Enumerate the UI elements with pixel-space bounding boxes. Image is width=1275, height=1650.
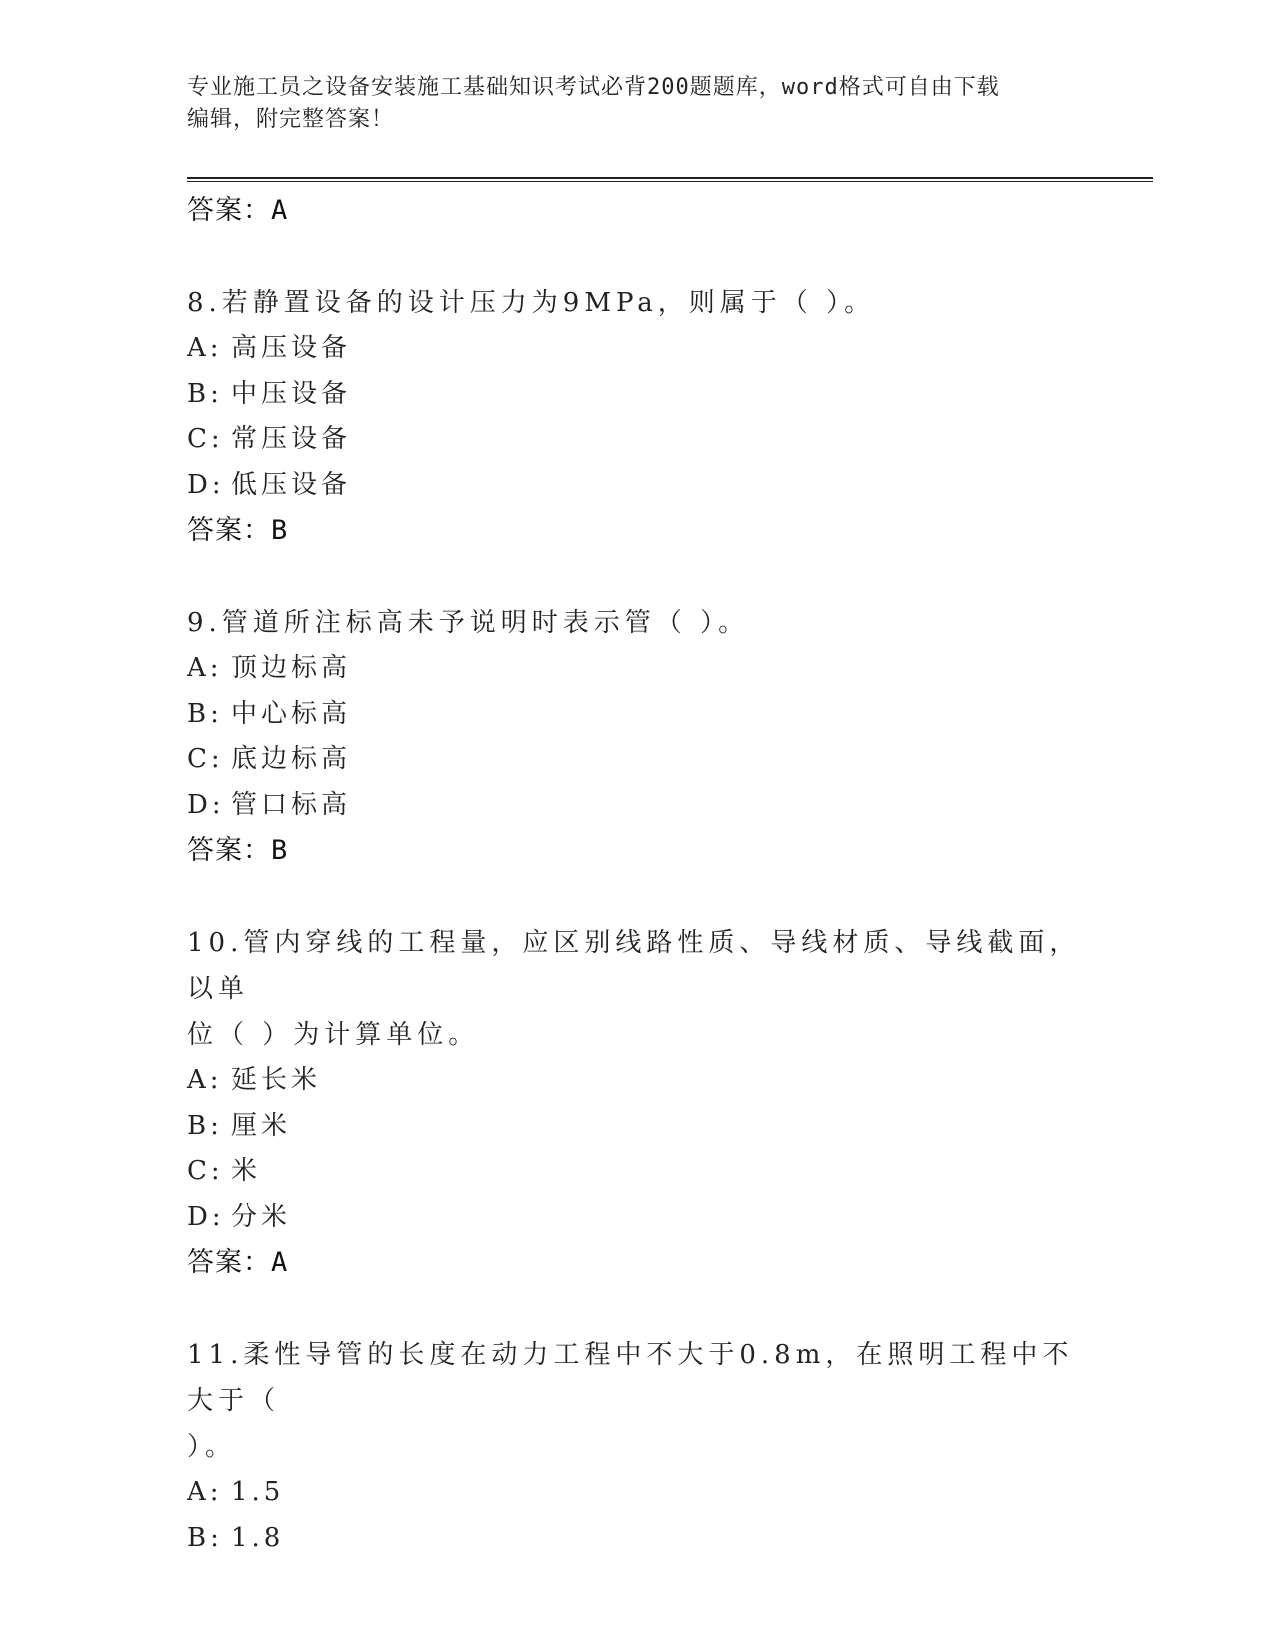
option-b [187, 1104, 1087, 1150]
option-a [187, 1470, 1087, 1516]
option-key: B: [187, 698, 223, 729]
option-d [187, 1195, 1087, 1241]
question-item [187, 280, 1087, 554]
question-text-line-1: 11.柔性导管的长度在动力工程中不大于0.8m，在照明工程中不大于（ [187, 1340, 1074, 1416]
option-d [187, 463, 1087, 509]
header-rule-thick [187, 177, 1153, 179]
option-key: A: [187, 653, 223, 683]
answer-line: 答案：B [187, 515, 289, 546]
option-key: B: [187, 1110, 223, 1141]
question-text-line-2: ）。 [187, 1432, 237, 1462]
question-item [187, 600, 1087, 874]
question-item [187, 920, 1087, 1286]
question-text-line-2: 位（ ）为计算单位。 [187, 1020, 480, 1050]
question-list [187, 188, 1087, 1561]
option-a [187, 326, 1087, 372]
answer-line: 答案：A [187, 195, 289, 226]
answer-line: 答案：A [187, 1247, 289, 1278]
question-text: 9.管道所注标高未予说明时表示管（ ）。 [187, 608, 750, 638]
option-key: A: [187, 333, 223, 363]
option-text: 1.5 [231, 1477, 285, 1507]
option-text: 1.8 [231, 1522, 285, 1553]
option-text: 米 [231, 1156, 262, 1186]
option-text: 中压设备 [231, 378, 352, 409]
option-key: D: [187, 469, 225, 500]
header-line-2: 编辑，附完整答案！ [187, 107, 395, 132]
option-c [187, 737, 1087, 783]
option-text: 高压设备 [231, 333, 352, 363]
option-d [187, 783, 1087, 829]
option-key: B: [187, 1522, 223, 1553]
document-header [187, 72, 1087, 136]
header-rule-thin [187, 181, 1153, 182]
option-key: C: [187, 744, 224, 774]
option-text: 延长米 [231, 1065, 322, 1095]
option-text: 低压设备 [231, 469, 352, 500]
option-b [187, 1516, 1087, 1562]
question-text: 8.若静置设备的设计压力为9MPa，则属于（ ）。 [187, 288, 876, 318]
option-c [187, 1149, 1087, 1195]
option-text: 中心标高 [231, 698, 352, 729]
option-key: D: [187, 1201, 225, 1232]
option-b [187, 372, 1087, 418]
option-b [187, 692, 1087, 738]
option-key: C: [187, 424, 224, 454]
option-text: 厘米 [231, 1110, 292, 1141]
option-a [187, 1058, 1087, 1104]
option-key: D: [187, 789, 225, 820]
question-text-line-1: 10.管内穿线的工程量，应区别线路性质、导线材质、导线截面，以单 [187, 928, 1081, 1004]
answer-line: 答案：B [187, 835, 289, 866]
option-a [187, 646, 1087, 692]
option-text: 底边标高 [231, 744, 352, 774]
question-item [187, 1332, 1087, 1561]
option-key: B: [187, 378, 223, 409]
option-c [187, 417, 1087, 463]
option-key: A: [187, 1065, 223, 1095]
option-text: 管口标高 [231, 789, 352, 820]
option-text: 顶边标高 [231, 653, 352, 683]
option-text: 常压设备 [231, 424, 352, 454]
header-line-1: 专业施工员之设备安装施工基础知识考试必背200题题库，word格式可自由下载 [187, 75, 1000, 100]
option-text: 分米 [231, 1201, 292, 1232]
option-key: A: [187, 1477, 223, 1507]
option-key: C: [187, 1156, 224, 1186]
